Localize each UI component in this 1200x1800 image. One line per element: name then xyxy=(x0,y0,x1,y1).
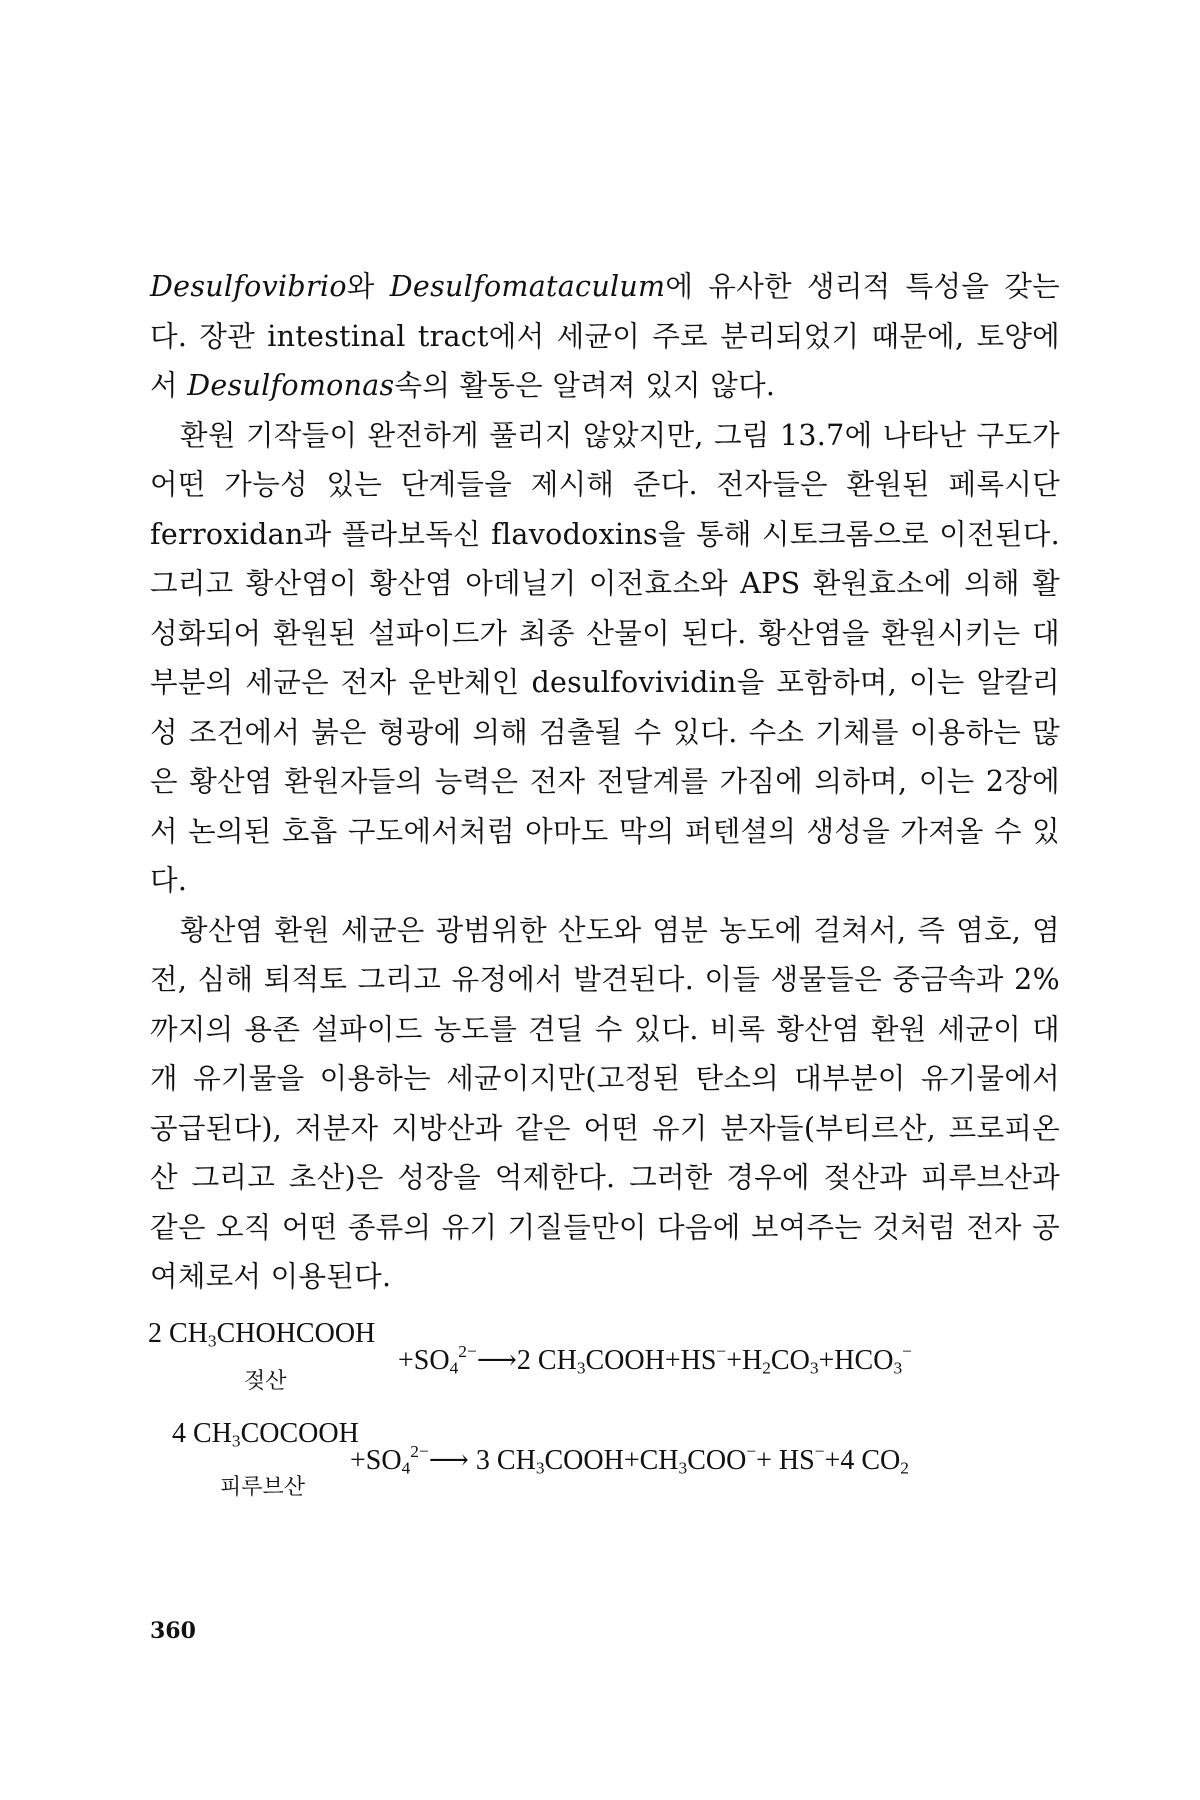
body-text xyxy=(150,262,1060,1302)
text-segment: 속의 활동은 알려져 있지 않다. xyxy=(394,369,776,402)
equation-label: 젖산 xyxy=(244,1369,287,1394)
equation-products: $+SO_4^{2-}⟶$ 3 $CH_3COOH+CH_3COO^-+ HS^-+4$ $CO_2$ xyxy=(350,1442,909,1478)
page-number: 360 xyxy=(150,1618,196,1644)
paragraph-1 xyxy=(150,262,1060,411)
text-segment: 와 xyxy=(346,270,390,303)
pyruvate-equation xyxy=(172,1418,1102,1538)
equation-reactant: 4 $CH_3COCOOH$ xyxy=(172,1418,359,1451)
text-segment: 환원 기작들이 완전하게 풀리지 않았지만, 그림 13.7에 나타난 구도가 어떤 가능성 있는 단계들을 제시해 준다. 전자들은 환원된 페록시단 ferroxidan과 플라보독신 flavodoxins을 통해 시토크롬으로 이전된다. 그리고 황산염이 황산염 아데닐기 이전효소와 APS 환원효소에 의해 활성화되어 환원된 설파이드가 최종 산물이 된다. 황산염을 환원시키는 대부분의 세균은 전자 운반체인 desulfovividin을 포함하며, 이는 알칼리성 조건에서 붉은 형광에 의해 검출될 수 있다. 수소 기체를 이용하는 많은 황산염 환원자들의 능력은 전자 전달계를 가짐에 의하며, 이는 2장에서 논의된 호흡 구도에서처럼 아마도 막의 퍼텐셜의 생성을 가져올 수 있다. xyxy=(150,418,1060,897)
equation-products: $+SO_4^{2-}⟶2$ $CH_3COOH+HS^-+H_2CO_3+HCO_3^-$ xyxy=(398,1342,912,1378)
equation-reactant: 2 $CH_3CHOHCOOH$ xyxy=(148,1318,376,1351)
paragraph-2 xyxy=(150,411,1060,906)
genus-name: Desulfomonas xyxy=(187,369,395,402)
text-segment: 에 유사한 생리적 특성을 갖는다. 장관 intestinal tract에서 세균이 주로 분리되었기 때문에, 토양에서 xyxy=(150,270,1060,402)
genus-name: Desulfomataculum xyxy=(389,270,666,303)
text-segment: 황산염 환원 세균은 광범위한 산도와 염분 농도에 걸쳐서, 즉 염호, 염전, 심해 퇴적토 그리고 유정에서 발견된다. 이들 생물들은 중금속과 2%까지의 용존 설파이드 농도를 견딜 수 있다. 비록 황산염 환원 세균이 대개 유기물을 이용하는 세균이지만(고정된 탄소의 대부분이 유기물에서 공급된다), 저분자 지방산과 같은 어떤 유기 분자들(부티르산, 프로피온산 그리고 초산)은 성장을 억제한다. 그러한 경우에 젖산과 피루브산과 같은 오직 어떤 종류의 유기 기질들만이 다음에 보여주는 것처럼 전자 공여체로서 이용된다. xyxy=(150,913,1060,1293)
genus-name: Desulfovibrio xyxy=(150,270,347,303)
equation-label: 피루브산 xyxy=(220,1475,306,1500)
paragraph-3 xyxy=(150,906,1060,1302)
